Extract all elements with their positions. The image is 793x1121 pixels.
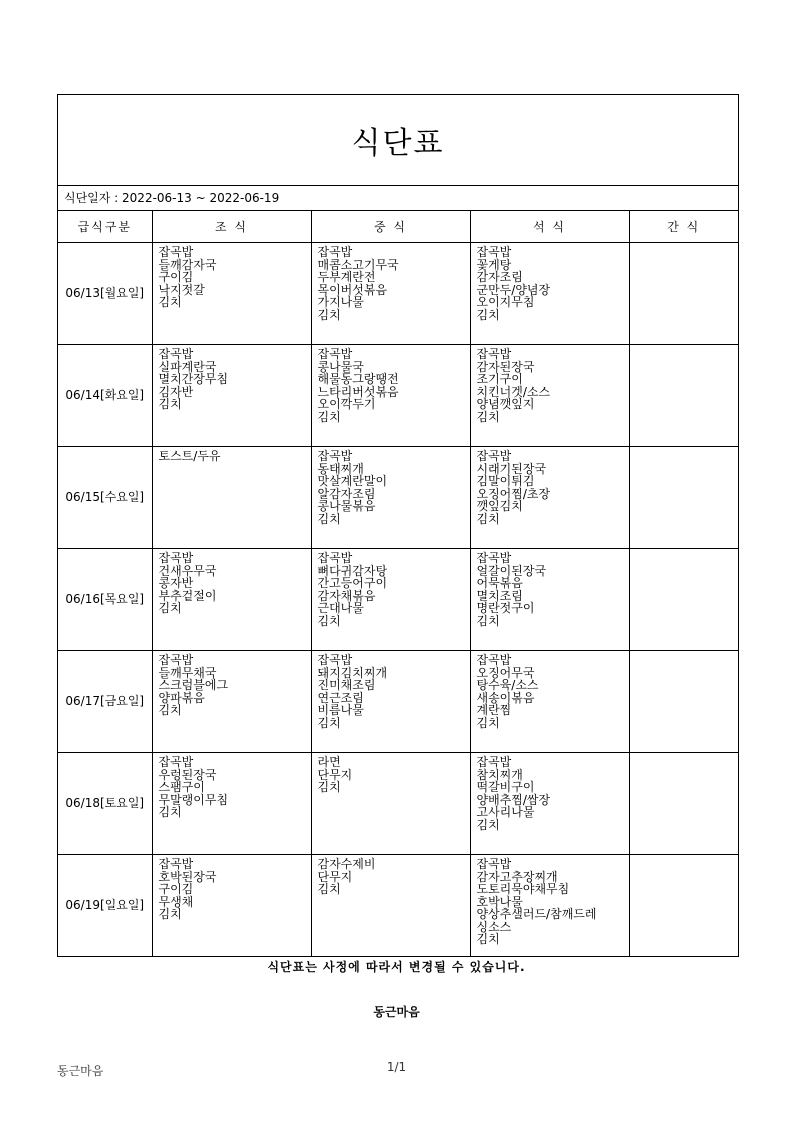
meal-table-body [58, 243, 738, 957]
menu-item: 김치 [158, 295, 182, 309]
day-cell: 06/19[일요일] [58, 855, 152, 957]
menu-item: 명란젓구이 [476, 601, 535, 615]
menu-item: 호박된장국 [158, 869, 217, 884]
table-row [58, 345, 738, 447]
menu-item: 잡곡밥 [476, 551, 512, 565]
menu-item: 양상추샐러드/참깨드레 [476, 907, 597, 921]
lunch-cell [311, 651, 470, 753]
menu-item: 탕수육/소스 [476, 678, 539, 692]
menu-item: 김치 [476, 817, 500, 832]
menu-item: 콩자반 [158, 576, 194, 590]
menu-item: 떡갈비구이 [476, 780, 535, 794]
menu-item: 잡곡밥 [158, 347, 194, 361]
menu-item: 김치 [317, 715, 341, 730]
menu-item: 김치 [317, 307, 341, 322]
menu-item: 알감자조림 [317, 486, 376, 501]
menu-item: 양념깻잎지 [476, 397, 535, 411]
table-row [58, 549, 738, 651]
menu-item: 간고등어구이 [317, 576, 388, 590]
menu-item: 맛살계란말이 [317, 474, 388, 488]
menu-item: 잡곡밥 [317, 245, 353, 259]
table-row [58, 753, 738, 855]
menu-item: 오이깍두기 [317, 397, 376, 411]
menu-item: 오이지무침 [476, 295, 535, 309]
breakfast-cell [152, 753, 311, 855]
menu-item: 감자수제비 [317, 857, 376, 871]
menu-item: 잡곡밥 [317, 551, 353, 565]
menu-item: 잡곡밥 [476, 755, 512, 769]
menu-item: 계란찜 [476, 703, 512, 717]
menu-item: 깻잎김치 [476, 499, 523, 513]
menu-item: 김치 [476, 409, 500, 424]
menu-item: 김치 [317, 613, 341, 628]
menu-item: 새송이볶음 [476, 690, 535, 705]
dinner-cell [470, 243, 629, 345]
menu-item: 군만두/양념장 [476, 282, 551, 297]
menu-item: 싱소스 [476, 919, 512, 934]
menu-item: 뼈다귀감자탕 [317, 563, 388, 578]
menu-item: 동태찌개 [317, 461, 364, 476]
menu-item: 조기구이 [476, 372, 523, 386]
page-number: 1/1 [386, 1060, 407, 1074]
menu-item: 잡곡밥 [158, 653, 194, 667]
menu-item: 감자조림 [476, 270, 523, 284]
menu-item: 김자반 [158, 384, 194, 399]
menu-item: 잡곡밥 [158, 857, 194, 871]
snack-cell [629, 549, 738, 651]
menu-item: 어묵볶음 [476, 576, 523, 590]
table-header-row [58, 211, 738, 243]
day-cell: 06/15[수요일] [58, 447, 152, 549]
snack-cell [629, 753, 738, 855]
header-category: 급식구분 [58, 211, 152, 243]
table-row [58, 651, 738, 753]
menu-item: 콩나물국 [317, 359, 364, 374]
menu-item: 멸치간장무침 [158, 372, 229, 386]
footer-organization: 동근마음 [57, 1064, 104, 1078]
meal-table [58, 211, 738, 956]
table-row [58, 243, 738, 345]
lunch-cell [311, 243, 470, 345]
menu-item: 무말랭이무침 [158, 792, 229, 807]
menu-item: 잡곡밥 [158, 245, 194, 259]
menu-item: 잡곡밥 [158, 551, 194, 565]
menu-item: 시래기된장국 [476, 461, 547, 476]
breakfast-cell [152, 447, 311, 549]
dinner-cell [470, 345, 629, 447]
menu-item: 해물동그랑땡전 [317, 372, 399, 386]
menu-item: 건새우무국 [158, 563, 217, 578]
breakfast-cell [152, 549, 311, 651]
breakfast-cell [152, 651, 311, 753]
menu-item: 양파볶음 [158, 690, 205, 705]
menu-item: 콩나물볶음 [317, 499, 376, 513]
menu-item: 김치 [317, 511, 341, 526]
menu-item: 실파계란국 [158, 359, 217, 374]
menu-item: 근대나물 [317, 601, 364, 615]
menu-item: 꽃게탕 [476, 257, 512, 272]
menu-item: 김치 [158, 397, 182, 411]
snack-cell [629, 651, 738, 753]
snack-cell [629, 855, 738, 957]
menu-item: 잡곡밥 [476, 449, 512, 463]
menu-item: 김치 [476, 932, 500, 946]
menu-item: 김치 [158, 601, 182, 615]
day-cell: 06/13[월요일] [58, 243, 152, 345]
day-cell: 06/16[목요일] [58, 549, 152, 651]
breakfast-cell [152, 855, 311, 957]
menu-item: 김말이튀김 [476, 474, 535, 488]
menu-item: 김치 [317, 409, 341, 424]
menu-item: 단무지 [317, 767, 353, 782]
menu-item: 김치 [476, 715, 500, 730]
menu-item: 김치 [317, 780, 341, 794]
menu-item: 김치 [317, 882, 341, 896]
menu-item: 잡곡밥 [476, 347, 512, 361]
menu-item: 김치 [158, 907, 182, 921]
menu-item: 잡곡밥 [317, 347, 353, 361]
snack-cell [629, 345, 738, 447]
menu-item: 잡곡밥 [476, 653, 512, 667]
dinner-cell [470, 651, 629, 753]
menu-item: 잡곡밥 [317, 449, 353, 463]
menu-item: 돼지김치찌개 [317, 665, 388, 680]
dinner-cell [470, 549, 629, 651]
document-title: 식단표 [58, 95, 738, 186]
table-row [58, 447, 738, 549]
meal-plan-sheet [57, 94, 739, 957]
dinner-cell [470, 753, 629, 855]
menu-item: 고사리나물 [476, 805, 535, 819]
menu-item: 얼갈이된장국 [476, 563, 547, 578]
lunch-cell [311, 447, 470, 549]
menu-item: 부추겉절이 [158, 588, 217, 603]
menu-item: 잡곡밥 [476, 245, 512, 259]
header-breakfast: 조 식 [152, 211, 311, 243]
snack-cell [629, 447, 738, 549]
menu-item: 진미채조림 [317, 678, 376, 692]
breakfast-cell [152, 243, 311, 345]
menu-item: 스팸구이 [158, 780, 205, 794]
menu-item: 오징어무국 [476, 665, 535, 680]
menu-item: 들깨감자국 [158, 257, 217, 272]
day-cell: 06/18[토요일] [58, 753, 152, 855]
menu-item: 도토리묵야채무침 [476, 882, 570, 896]
menu-item: 김치 [158, 805, 182, 819]
menu-item: 들깨무채국 [158, 665, 217, 680]
day-cell: 06/17[금요일] [58, 651, 152, 753]
menu-item: 감자고추장찌개 [476, 869, 558, 884]
header-dinner: 석 식 [470, 211, 629, 243]
menu-item: 라면 [317, 755, 341, 769]
menu-item: 목이버섯볶음 [317, 282, 388, 297]
menu-item: 감자된장국 [476, 359, 535, 374]
menu-item: 구이김 [158, 882, 194, 896]
menu-item: 연근조림 [317, 690, 364, 705]
menu-item: 잡곡밥 [476, 857, 512, 871]
menu-item: 치킨너겟/소스 [476, 384, 551, 399]
menu-item: 멸치조림 [476, 588, 523, 603]
snack-cell [629, 243, 738, 345]
menu-item: 우렁된장국 [158, 767, 217, 782]
menu-item: 감자채볶음 [317, 588, 376, 603]
date-range-label: 식단일자 : 2022-06-13 ~ 2022-06-19 [58, 186, 738, 211]
menu-item: 김치 [476, 613, 500, 628]
table-row [58, 855, 738, 957]
menu-item: 두부계란전 [317, 270, 376, 284]
menu-item: 무생채 [158, 894, 194, 909]
lunch-cell [311, 345, 470, 447]
menu-item: 비름나물 [317, 703, 364, 717]
menu-item: 김치 [158, 703, 182, 717]
lunch-cell [311, 753, 470, 855]
lunch-cell [311, 855, 470, 957]
menu-item: 양배추찜/쌈장 [476, 792, 551, 807]
dinner-cell [470, 447, 629, 549]
menu-item: 김치 [476, 307, 500, 322]
menu-item: 호박나물 [476, 894, 523, 909]
organization-name: 동근마음 [373, 1005, 420, 1019]
menu-item: 오징어찜/초장 [476, 486, 551, 501]
menu-item: 토스트/두유 [158, 449, 221, 463]
day-cell: 06/14[화요일] [58, 345, 152, 447]
change-notice: 식단표는 사정에 따라서 변경될 수 있습니다. [267, 960, 526, 974]
menu-item: 느타리버섯볶음 [317, 384, 399, 399]
breakfast-cell [152, 345, 311, 447]
menu-item: 잡곡밥 [158, 755, 194, 769]
menu-item: 스크럼블에그 [158, 678, 229, 692]
menu-item: 가지나물 [317, 295, 364, 309]
header-lunch: 중 식 [311, 211, 470, 243]
menu-item: 매콤소고기무국 [317, 257, 399, 272]
menu-item: 잡곡밥 [317, 653, 353, 667]
menu-item: 단무지 [317, 869, 353, 884]
menu-item: 김치 [476, 511, 500, 526]
dinner-cell [470, 855, 629, 957]
lunch-cell [311, 549, 470, 651]
header-snack: 간 식 [629, 211, 738, 243]
menu-item: 구이김 [158, 270, 194, 284]
menu-item: 참치찌개 [476, 767, 523, 782]
menu-item: 낙지젓갈 [158, 282, 205, 297]
